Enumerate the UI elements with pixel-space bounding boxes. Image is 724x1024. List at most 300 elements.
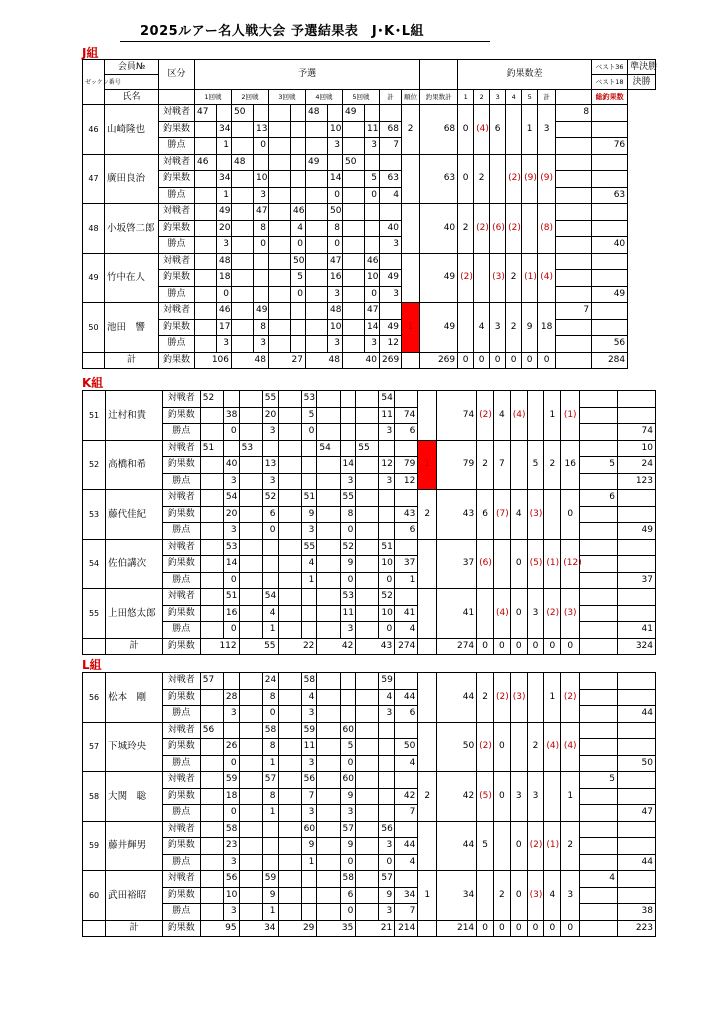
round-cell [343,303,365,320]
round-cell [317,706,340,723]
round-cell [291,138,306,155]
round-cell [340,440,356,457]
round-cell: 3 [379,424,395,441]
round-cell: 52 [262,490,278,507]
round-cell [306,286,328,303]
diff-cell: (12) [561,539,580,589]
final-points [580,556,618,573]
fish-sum: 49 [420,253,458,303]
round-cell [317,490,340,507]
round-cell: 20 [223,506,239,523]
round-cell: 49 [217,204,232,221]
round-cell [343,171,365,188]
row-kind: 勝点 [162,572,200,589]
round-cell [239,523,262,540]
row-kind: 釣果数 [162,605,200,622]
round-cell: 16 [328,270,343,287]
round-cell [356,605,379,622]
zekken-number: 55 [83,589,106,639]
group-label: L組 [82,658,102,672]
final-catch [592,270,628,287]
diff-cell: 3 [538,105,556,155]
round-cell: 3 [223,706,239,723]
final-value [618,772,656,789]
round-cell: 49 [254,303,269,320]
final-points [580,887,618,904]
round-cell: 47 [365,303,380,320]
round-cell: 9 [340,788,356,805]
diff-col-header: 4 [506,90,522,105]
fish-sum: 43 [437,490,477,540]
semi-value: 4 [580,871,618,888]
row-kind: 勝点 [159,138,195,155]
round-sum: 112 [200,638,239,655]
round-cell: 58 [301,673,317,690]
round-cell [291,121,306,138]
diff-cell: (6) [477,539,494,589]
round-cell: 3 [379,838,395,855]
diff-cell [544,772,561,822]
final-value [618,722,656,739]
round-cell: 9 [340,838,356,855]
diff-sum: 0 [561,638,580,655]
final-points [556,171,592,188]
round-cell [269,286,291,303]
rank-cell: 2 [402,105,420,155]
row-kind: 勝点 [162,854,200,871]
points-total: 7 [380,138,402,155]
spacer [580,638,618,655]
round-cell [356,739,379,756]
round-cell: 3 [340,805,356,822]
spacer [380,105,402,122]
round-cell [278,854,301,871]
sum-row [83,352,656,369]
final-value [618,673,656,690]
round-cell: 48 [217,253,232,270]
round-cell: 11 [379,407,395,424]
round-cell [200,556,223,573]
round-cell [365,237,380,254]
round-cell: 51 [200,440,223,457]
semi-value [580,391,618,408]
table-row [83,391,656,408]
round-cell [269,105,291,122]
round-cell [278,440,301,457]
round-cell: 58 [340,871,356,888]
final-points [556,121,592,138]
fish-sum: 37 [437,539,477,589]
round-cell: 0 [379,572,395,589]
round-cell [269,270,291,287]
round-cell [262,854,278,871]
round-cell [343,336,365,353]
round-cell [200,854,223,871]
round-cell [195,237,217,254]
table-row [83,105,656,122]
diff-cell: 1 [522,105,538,155]
round-cell: 51 [223,589,239,606]
diff-sum: 0 [544,638,561,655]
round-cell [317,391,340,408]
row-kind: 釣果数 [159,352,195,369]
round-cell: 56 [301,772,317,789]
final-value [618,391,656,408]
round-cell: 0 [254,138,269,155]
final-points [556,270,592,287]
round-cell: 3 [223,473,239,490]
final-points [580,605,618,622]
points-total: 7 [395,904,418,921]
diff-cell: (4) [561,722,580,772]
round-cell [239,673,262,690]
round-cell [306,253,328,270]
diff-col-header: 5 [522,90,538,105]
round-cell: 8 [262,739,278,756]
round-cell: 11 [301,739,317,756]
spacer [402,352,420,369]
sum-label: 計 [106,638,163,655]
round-cell: 58 [262,722,278,739]
zekken-number: 48 [83,204,105,254]
round-cell: 59 [301,722,317,739]
row-kind: 対戦者 [162,539,200,556]
spacer [556,187,592,204]
round-cell: 54 [262,589,278,606]
catch-total: 44 [395,838,418,855]
table-row [83,303,656,320]
total-catch-value: 40 [592,237,628,254]
round-cell [269,303,291,320]
round-cell: 0 [262,706,278,723]
round-cell [269,171,291,188]
round-cell: 46 [217,303,232,320]
final-value [618,589,656,606]
round-sum: 27 [269,352,306,369]
row-kind: 釣果数 [162,638,200,655]
total-catch-value: 41 [618,622,656,639]
round-cell [278,739,301,756]
points-total: 4 [395,854,418,871]
final-catch [618,838,656,855]
table-row [83,821,656,838]
round-cell: 14 [328,171,343,188]
round-cell [200,572,223,589]
round-cell [195,319,217,336]
round-cell: 12 [379,457,395,474]
round-cell: 49 [306,154,328,171]
round-cell: 18 [223,788,239,805]
round-cell [200,772,223,789]
row-kind: 対戦者 [162,391,200,408]
round-cell: 54 [317,440,340,457]
spacer [580,854,618,871]
round-cell: 26 [223,739,239,756]
round-cell [356,706,379,723]
round-cell [301,589,317,606]
round-cell: 24 [262,673,278,690]
table-row [83,673,656,690]
rank-cell: 1 [418,440,437,490]
round-cell [365,220,380,237]
round-cell: 4 [291,220,306,237]
points-total: 4 [395,755,418,772]
round-cell [269,204,291,221]
total-catch-value: 76 [592,138,628,155]
round-cell [317,457,340,474]
round-cell: 60 [301,821,317,838]
round-cell: 1 [262,805,278,822]
diff-sum: 0 [506,352,522,369]
round-cell [195,204,217,221]
round-cell [306,204,328,221]
round-cell: 20 [217,220,232,237]
round-cell: 53 [239,440,262,457]
player-name: 下城玲央 [106,722,163,772]
round-cell [195,187,217,204]
final-catch [592,220,628,237]
diff-cell: 6 [477,490,494,540]
diff-cell: 0 [493,772,510,822]
sum-row [83,920,656,937]
round-cell [343,204,365,221]
final-value [618,821,656,838]
rank-cell [418,539,437,589]
round-cell [200,539,223,556]
round-cell [200,622,223,639]
round-cell: 1 [217,138,232,155]
round-cell [269,237,291,254]
diff-cell: (2) [561,673,580,723]
spacer [380,253,402,270]
round-cell: 9 [301,838,317,855]
round-cell: 55 [340,490,356,507]
round-cell [343,286,365,303]
total-catch-value: 44 [618,854,656,871]
diff-cell: 2 [474,154,490,204]
round-cell [306,303,328,320]
diff-cell: 4 [544,871,561,921]
round-cell: 50 [232,105,254,122]
diff-cell: 0 [458,154,474,204]
diff-cell: (4) [474,105,490,155]
round-cell [356,523,379,540]
diff-cell: 1 [544,391,561,441]
row-kind: 対戦者 [162,722,200,739]
round-cell: 0 [379,854,395,871]
row-kind: 勝点 [162,424,200,441]
table-row [83,237,656,254]
semi-value [580,440,618,457]
round-cell: 28 [223,689,239,706]
round-cell [239,556,262,573]
round-cell [269,121,291,138]
round-cell: 9 [301,506,317,523]
diff-cell [527,391,544,441]
row-kind: 釣果数 [162,788,200,805]
final-points [556,319,592,336]
zekken-number: 60 [83,871,106,921]
fish-sum: 44 [437,673,477,723]
round-cell [343,187,365,204]
points-total: 6 [395,424,418,441]
points-total: 1 [395,572,418,589]
round-cell [200,739,223,756]
diff-cell: (2) [477,391,494,441]
player-name: 藤井輝男 [106,821,163,871]
round-cell: 53 [340,589,356,606]
round-cell: 5 [340,739,356,756]
round-cell [262,556,278,573]
round-cell: 20 [262,407,278,424]
final-points [580,407,618,424]
round-cell: 0 [340,904,356,921]
round-cell [340,391,356,408]
round-cell [232,237,254,254]
spacer [420,60,458,90]
fish-sum-total: 274 [437,638,477,655]
zekken-header: ゼッケン番号 [83,60,105,105]
round-cell [278,622,301,639]
round-cell [343,237,365,254]
round-cell: 6 [262,506,278,523]
round-cell: 0 [328,187,343,204]
total-catch-value: 123 [618,473,656,490]
final-catch [618,739,656,756]
final-points: 5 [580,457,618,474]
total-catch-value: 50 [618,755,656,772]
round-cell: 9 [262,887,278,904]
diff-cell: (5) [477,772,494,822]
round-cell [317,887,340,904]
diff-sum: 0 [493,920,510,937]
round-cell [195,270,217,287]
round-cell [278,391,301,408]
player-name: 辻村和貴 [106,391,163,441]
round-cell [278,722,301,739]
round-cell: 3 [301,523,317,540]
round-cell: 40 [223,457,239,474]
diff-cell: 0 [510,539,527,589]
spacer [83,920,106,937]
round-cell: 0 [365,187,380,204]
row-kind: 釣果数 [159,121,195,138]
round-cell [232,204,254,221]
round-cell [239,622,262,639]
round-cell: 50 [291,253,306,270]
row-kind: 勝点 [162,805,200,822]
round-cell [301,871,317,888]
round-cell: 3 [379,904,395,921]
round-cell [301,622,317,639]
diff-sum: 0 [561,920,580,937]
round-cell: 47 [195,105,217,122]
diff-cell: (6) [490,204,506,254]
round-cell [195,138,217,155]
spacer [159,90,195,105]
table-row [83,138,656,155]
diff-sum: 0 [477,638,494,655]
round-cell [340,424,356,441]
round-cell [301,887,317,904]
round-sum: 42 [317,638,356,655]
best36-label: ベスト36 [592,60,628,75]
round-cell: 3 [379,473,395,490]
total-catch-sum: 324 [618,638,656,655]
round-cell [239,805,262,822]
diff-cell: (3) [527,490,544,540]
final-value [618,871,656,888]
player-name: 廣田良治 [105,154,159,204]
catch-total: 41 [395,605,418,622]
zekken-number: 57 [83,722,106,772]
round-cell: 3 [328,286,343,303]
round-cell: 56 [223,871,239,888]
row-kind: 対戦者 [162,871,200,888]
round-header: 5回戦 [343,90,380,105]
round-cell: 0 [291,286,306,303]
diff-cell: 0 [458,105,474,155]
final-value: 10 [618,440,656,457]
semi-value [580,722,618,739]
row-kind: 対戦者 [159,154,195,171]
rank-cell [418,589,437,639]
round-cell [239,589,262,606]
round-cell: 3 [379,706,395,723]
round-cell: 6 [340,887,356,904]
round-cell [232,220,254,237]
diff-cell: (3) [527,871,544,921]
row-kind: 釣果数 [162,887,200,904]
round-header: 2回戦 [232,90,269,105]
round-cell [200,589,223,606]
round-cell: 53 [301,391,317,408]
diff-sum: 0 [474,352,490,369]
row-kind: 釣果数 [162,506,200,523]
round-cell [340,689,356,706]
round-cell [356,572,379,589]
row-kind: 勝点 [162,706,200,723]
round-cell [317,854,340,871]
round-cell [269,253,291,270]
row-kind: 対戦者 [162,673,200,690]
rank-header: 順位 [402,90,420,105]
semi-label: 準決勝 [628,60,656,75]
round-cell [239,755,262,772]
round-cell [301,605,317,622]
round-cell [278,805,301,822]
round-cell [278,523,301,540]
final-catch [592,319,628,336]
round-cell [200,904,223,921]
round-cell [356,391,379,408]
round-cell [301,440,317,457]
round-cell: 56 [379,821,395,838]
total-catch-value: 63 [592,187,628,204]
spacer [418,920,437,937]
final-catch [618,605,656,622]
diff-cell: (2) [544,589,561,639]
total-catch-value: 37 [618,572,656,589]
round-cell: 17 [217,319,232,336]
diff-cell: (2) [474,204,490,254]
round-cell [239,821,262,838]
round-cell: 0 [340,854,356,871]
catch-total: 44 [395,689,418,706]
round-cell: 3 [217,336,232,353]
round-cell [254,270,269,287]
round-cell: 0 [340,523,356,540]
